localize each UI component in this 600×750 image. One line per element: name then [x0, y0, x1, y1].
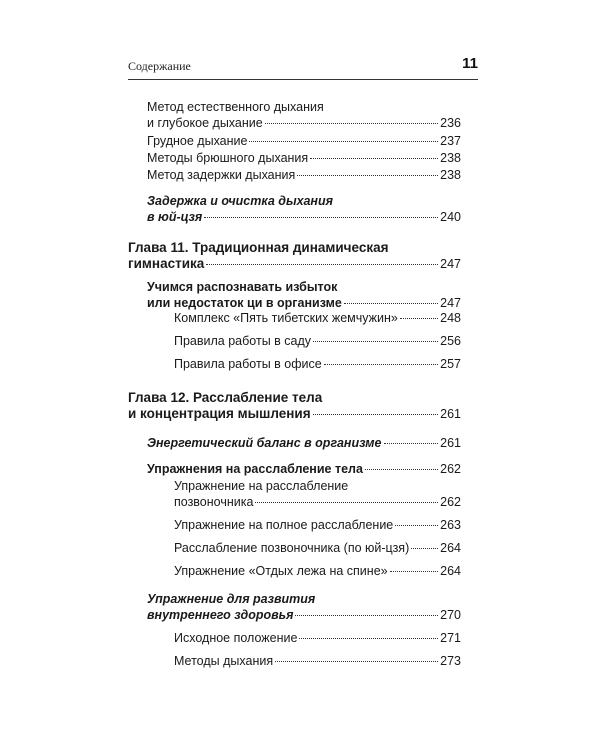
toc-entry-line1: Метод естественного дыхания [147, 100, 324, 114]
toc-entry-label: Метод задержки дыхания [147, 168, 296, 182]
dot-leader [255, 502, 438, 503]
toc-entry[interactable] [147, 168, 461, 183]
toc-entry-page: 237 [440, 134, 461, 148]
toc-section-entry[interactable] [147, 296, 461, 311]
toc-section-line1: Учимся распознавать избыток [147, 280, 338, 294]
toc-entry[interactable] [147, 116, 461, 131]
dot-leader [390, 571, 439, 572]
dot-leader [310, 158, 438, 159]
toc-entry[interactable] [147, 151, 461, 166]
toc-entry-label: Правила работы в саду [174, 334, 312, 348]
toc-entry-label: и концентрация мышления [128, 406, 311, 421]
dot-leader [411, 548, 438, 549]
running-header [128, 55, 478, 77]
toc-section-line1: Задержка и очистка дыхания [147, 194, 333, 208]
toc-entry-label: Методы брюшного дыхания [147, 151, 309, 165]
toc-entry-page: 264 [440, 541, 461, 555]
toc-entry[interactable] [174, 357, 461, 372]
toc-entry-page: 263 [440, 518, 461, 532]
dot-leader [384, 443, 439, 444]
dot-leader [275, 661, 438, 662]
dot-leader [395, 525, 438, 526]
dot-leader [400, 318, 438, 319]
toc-entry-line1: Упражнение на расслабление [174, 479, 349, 493]
toc-entry-label: или недостаток ци в организме [147, 296, 342, 310]
toc-entry-page: 264 [440, 564, 461, 578]
header-title: Содержание [128, 59, 191, 73]
dot-leader [249, 141, 438, 142]
dot-leader [204, 217, 438, 218]
toc-entry-page: 248 [440, 311, 461, 325]
toc-entry[interactable] [174, 654, 461, 669]
toc-entry-page: 262 [440, 495, 461, 509]
toc-entry[interactable] [174, 311, 461, 326]
toc-entry-page: 257 [440, 357, 461, 371]
dot-leader [365, 469, 438, 470]
toc-entry-label: Грудное дыхание [147, 134, 248, 148]
dot-leader [297, 175, 438, 176]
toc-entry-label: позвоночника [174, 495, 254, 509]
toc-entry[interactable] [174, 518, 461, 533]
toc-entry-page: 261 [440, 436, 461, 450]
toc-chapter-entry[interactable] [128, 406, 461, 422]
dot-leader [299, 638, 438, 639]
toc-entry-page: 270 [440, 608, 461, 622]
dot-leader [206, 264, 438, 265]
toc-entry-label: и глубокое дыхание [147, 116, 263, 130]
toc-entry[interactable] [174, 334, 461, 349]
dot-leader [324, 364, 438, 365]
toc-entry-page: 240 [440, 210, 461, 224]
dot-leader [313, 414, 439, 415]
toc-entry[interactable] [174, 495, 461, 510]
toc-section-line1: Упражнение для развития [147, 592, 316, 606]
toc-entry-page: 271 [440, 631, 461, 645]
toc-entry-label: Методы дыхания [174, 654, 274, 668]
toc-entry-label: гимнастика [128, 256, 205, 271]
toc-entry-label: Комплекс «Пять тибетских жемчужин» [174, 311, 398, 325]
toc-entry[interactable] [174, 541, 461, 556]
toc-section-entry[interactable] [147, 210, 461, 225]
toc-section-entry[interactable] [147, 436, 461, 451]
toc-entry-label: Правила работы в офисе [174, 357, 322, 371]
toc-chapter-entry[interactable] [128, 256, 461, 272]
toc-entry[interactable] [174, 564, 461, 579]
toc-entry-page: 236 [440, 116, 461, 130]
toc-entry-label: Исходное положение [174, 631, 298, 645]
toc-entry-page: 247 [440, 296, 461, 310]
header-rule [128, 79, 478, 80]
toc-section-entry[interactable] [147, 462, 461, 477]
toc-section-entry[interactable] [147, 608, 461, 623]
toc-entry-label: внутреннего здоровья [147, 608, 294, 622]
toc-entry-page: 238 [440, 168, 461, 182]
toc-entry-label: Упражнение «Отдых лежа на спине» [174, 564, 388, 578]
dot-leader [344, 303, 438, 304]
toc-entry-page: 261 [440, 407, 461, 421]
toc-entry-page: 247 [440, 257, 461, 271]
toc-entry-label: Упражнение на полное расслабление [174, 518, 394, 532]
dot-leader [313, 341, 438, 342]
toc-entry-label: Энергетический баланс в организме [147, 436, 382, 450]
toc-chapter-line1: Глава 12. Расслабление тела [128, 390, 323, 405]
toc-chapter-line1: Глава 11. Традиционная динамическая [128, 240, 389, 255]
toc-entry-label: в юй-цзя [147, 210, 203, 224]
dot-leader [265, 123, 438, 124]
dot-leader [295, 615, 438, 616]
toc-entry[interactable] [147, 134, 461, 149]
header-page-number: 11 [462, 55, 478, 72]
toc-entry-label: Упражнения на расслабление тела [147, 462, 363, 476]
toc-entry-page: 238 [440, 151, 461, 165]
toc-entry-page: 262 [440, 462, 461, 476]
toc-entry-page: 256 [440, 334, 461, 348]
toc-entry-label: Расслабление позвоночника (по юй-цзя) [174, 541, 410, 555]
toc-entry-page: 273 [440, 654, 461, 668]
toc-entry[interactable] [174, 631, 461, 646]
